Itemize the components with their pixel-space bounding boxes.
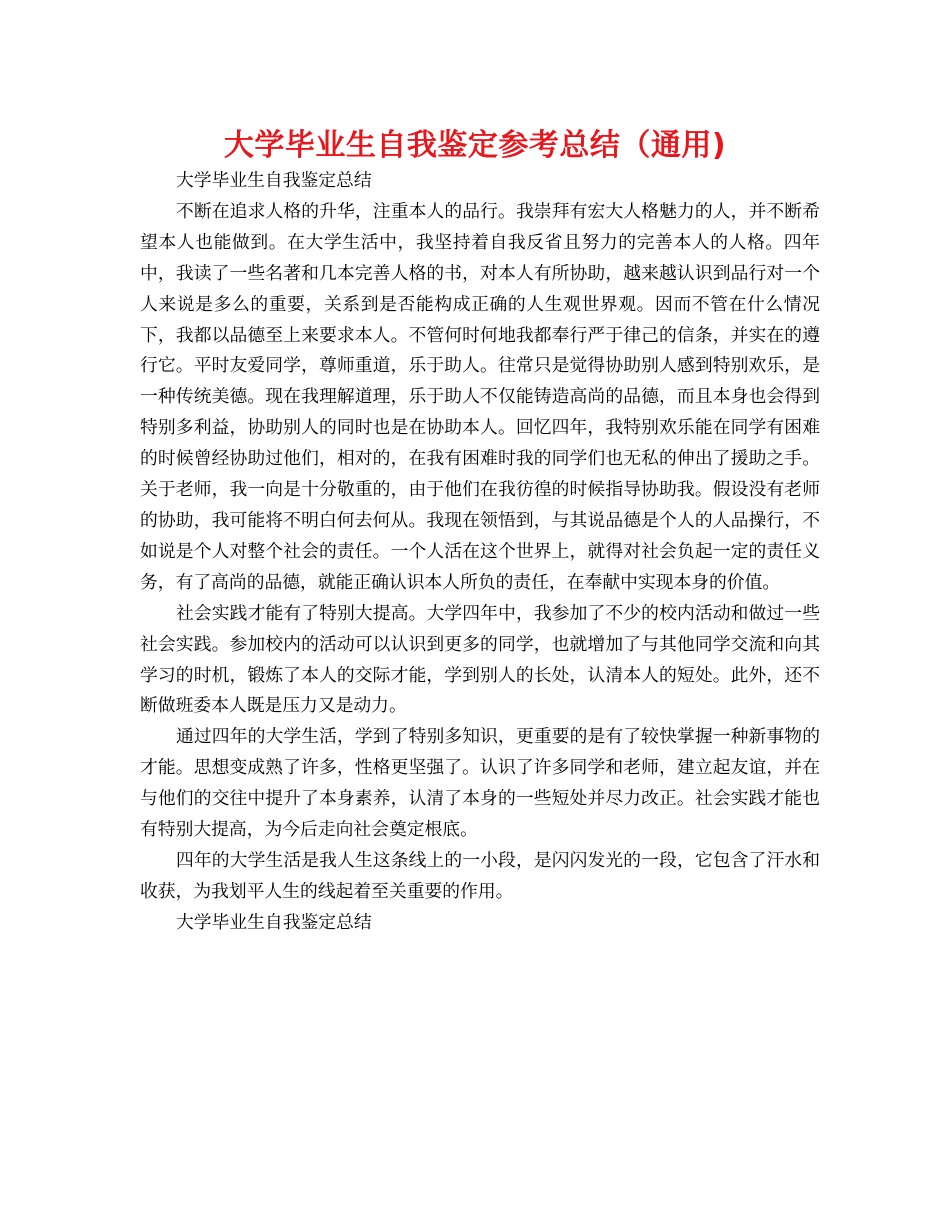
document-body [140, 166, 820, 939]
paragraph: 四年的大学生活是我人生这条线上的一小段，是闪闪发光的一段，它包含了汗水和收获，为我划平人生的线起着至关重要的作用。 [140, 849, 820, 902]
document-title: 大学毕业生自我鉴定参考总结（通用) [223, 128, 727, 163]
paragraph: 不断在追求人格的升华，注重本人的品行。我崇拜有宏大人格魅力的人，并不断希望本人也能做到。在大学生活中，我坚持着自我反省且努力的完善本人的人格。四年中，我读了一些名著和几本完善人格的书，对本人有所协助，越来越认识到品行对一个人来说是多么的重要，关系到是否能构成正确的人生观世界观。因而不管在什么情况下，我都以品德至上来要求本人。不管何时何地我都奉行严于律己的信条，并实在的遵行它。平时友爱同学，尊师重道，乐于助人。往常只是觉得协助别人感到特别欢乐，是一种传统美德。现在我理解道理，乐于助人不仅能铸造高尚的品德，而且本身也会得到特别多利益，协助别人的同时也是在协助本人。回忆四年，我特别欢乐能在同学有困难的时候曾经协助过他们，相对的，在我有困难时我的同学们也无私的伸出了援助之手。关于老师，我一向是十分敬重的，由于他们在我彷徨的时候指导协助我。假设没有老师的协助，我可能将不明白何去何从。我现在领悟到，与其说品德是个人的人品操行，不如说是个人对整个社会的责任。一个人活在这个世界上，就得对社会负起一定的责任义务，有了高尚的品德，就能正确认识本人所负的责任，在奉献中实现本身的价值。 [140, 200, 820, 593]
paragraph-subheading: 大学毕业生自我鉴定总结 [176, 170, 372, 191]
paragraph: 社会实践才能有了特别大提高。大学四年中，我参加了不少的校内活动和做过一些社会实践。参加校内的活动可以认识到更多的同学，也就增加了与其他同学交流和向其学习的时机，锻炼了本人的交际才能，学到别人的长处，认清本人的短处。此外，还不断做班委本人既是压力又是动力。 [140, 602, 820, 717]
paragraph: 通过四年的大学生活，学到了特别多知识，更重要的是有了较快掌握一种新事物的才能。思想变成熟了许多，性格更坚强了。认识了许多同学和老师，建立起友谊，并在与他们的交往中提升了本身素养，认清了本身的一些短处并尽力改正。社会实践才能也有特别大提高，为今后走向社会奠定根底。 [140, 726, 820, 841]
paragraph-subheading: 大学毕业生自我鉴定总结 [176, 911, 372, 933]
